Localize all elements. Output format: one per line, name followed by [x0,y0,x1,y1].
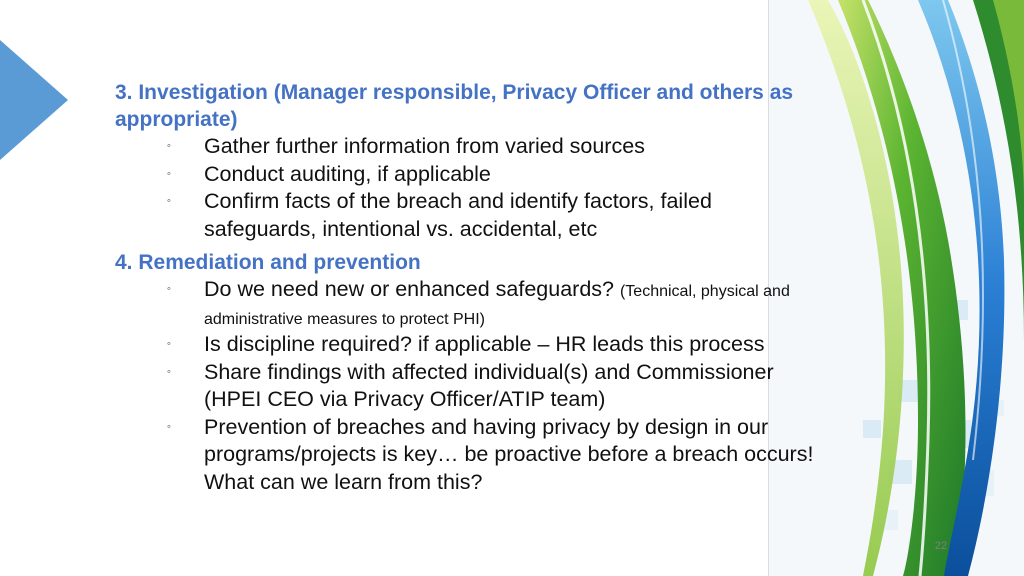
list-item [115,161,815,189]
section-heading-remediation: 4. Remediation and prevention [115,251,421,274]
investigation-bullet-list [115,133,815,243]
bullet-marker: ◦ [167,140,171,152]
bullet-note: (Technical, physical and administrative measures to protect PHI) [204,283,790,328]
bullet-marker: ◦ [167,283,171,295]
bullet-text: Conduct auditing, if applicable [204,161,491,186]
chevron-arrow-decoration [0,40,70,160]
bullet-text: Do we need new or enhanced safeguards? [204,277,620,301]
bullet-marker: ◦ [167,338,171,350]
bullet-marker: ◦ [167,365,171,378]
slide-content [115,79,815,496]
bullet-marker: ◦ [167,195,171,207]
bullet-marker: ◦ [167,420,171,433]
bullet-text: Prevention of breaches and having privacy by design in our programs/projects is key… be proactive before a breach occurs! What can we learn from this? [204,414,814,494]
list-item [115,276,815,331]
list-item [115,188,815,243]
list-item [115,331,815,359]
page-number: 22 [934,540,948,552]
bullet-text: Gather further information from varied sources [204,134,645,158]
list-item [115,359,815,414]
list-item [115,414,815,497]
list-item [115,133,815,161]
section-heading-investigation: 3. Investigation (Manager responsible, Privacy Officer and others as appropriate) [115,81,794,131]
bullet-text: Is discipline required? if applicable – HR leads this process [204,332,765,356]
bullet-marker: ◦ [167,167,171,180]
bullet-text: Confirm facts of the breach and identify factors, failed safeguards, intentional vs. accidental, etc [204,189,712,241]
remediation-bullet-list [115,276,815,496]
bullet-text: Share findings with affected individual(s) and Commissioner (HPEI CEO via Privacy Officer/ATIP team) [204,359,774,411]
